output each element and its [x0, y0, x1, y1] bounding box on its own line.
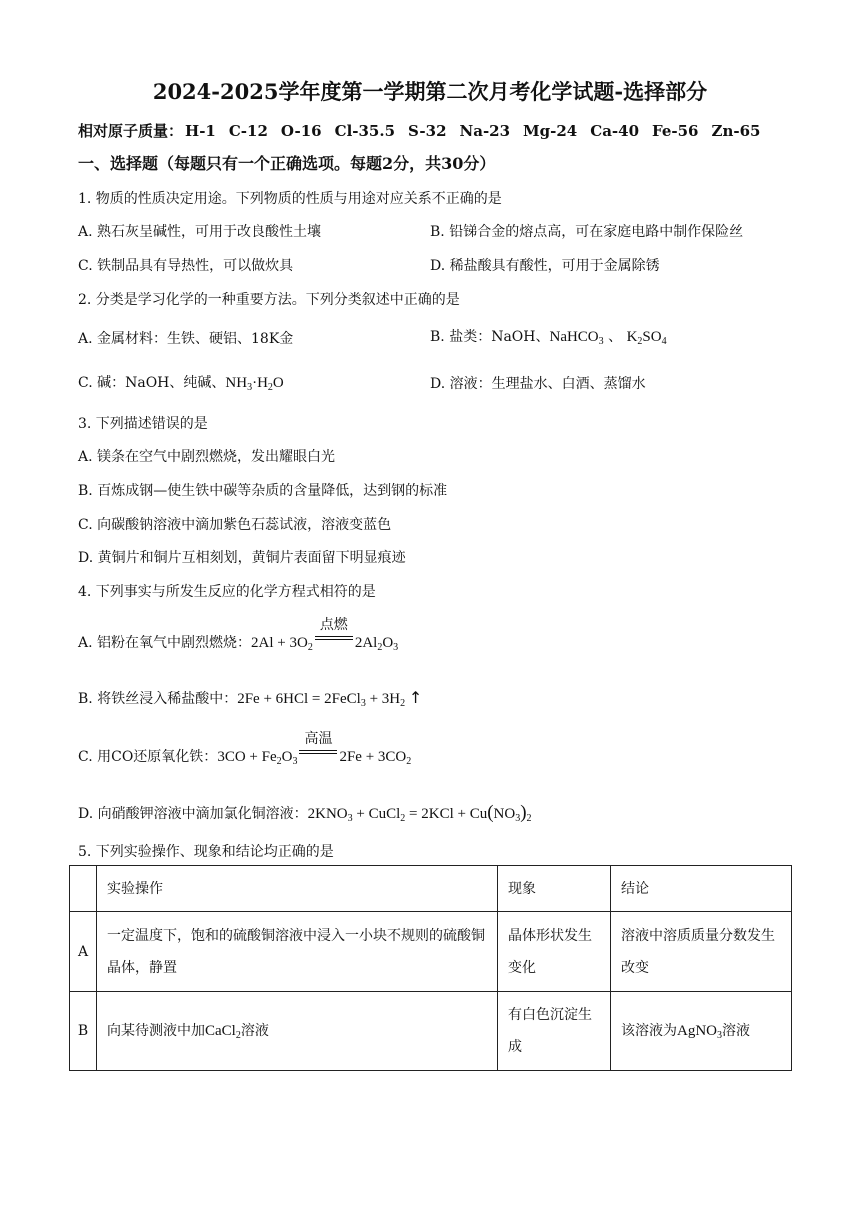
- table-cell-phenomenon: 有白色沉淀生成: [498, 992, 611, 1071]
- q3-option-a: A. 镁条在空气中剧烈燃烧，发出耀眼白光: [78, 449, 336, 465]
- atomic-mass-item: Zn-65: [711, 122, 761, 140]
- q4-option-b: [78, 688, 422, 708]
- q1-option-d: D. 稀盐酸具有酸性，可用于金属除锈: [430, 258, 660, 274]
- table-header-cell: [70, 866, 97, 912]
- experiment-table: [69, 865, 792, 1071]
- equation-b: 2Fe + 6HCl = 2FeCl$_3$ + $3H_2$ ↑: [237, 688, 423, 709]
- q4-option-c-label: C. 用CO还原氧化铁：: [78, 749, 218, 765]
- q2-option-c-label: C. 碱：NaOH、纯碱、: [78, 375, 226, 391]
- table-cell-operation: 一定温度下，饱和的硫酸铜溶液中浸入一小块不规则的硫酸铜晶体，静置: [97, 912, 498, 992]
- atomic-mass-item: Mg-24: [523, 122, 578, 140]
- formula-agno3: AgNO$_3$: [677, 1023, 722, 1041]
- q2-stem: 2. 分类是学习化学的一种重要方法。下列分类叙述中正确的是: [78, 292, 460, 308]
- table-row-label: A: [70, 912, 97, 992]
- reaction-condition-c: 高温: [299, 747, 337, 761]
- q2-option-a: A. 金属材料：生铁、硬铝、18K金: [78, 331, 294, 347]
- q4-stem: 4. 下列事实与所发生反应的化学方程式相符的是: [78, 584, 376, 600]
- equation-a: $2Al + 3O_2$ 点燃 $2Al_2O_3$: [251, 618, 399, 653]
- table-row-label: B: [70, 992, 97, 1071]
- equation-c: $3CO + Fe_2O_3$ 高温 $2Fe + 3CO_2$: [217, 732, 412, 767]
- table-header-cell: 实验操作: [97, 866, 498, 912]
- q3-option-b: B. 百炼成钢—使生铁中碳等杂质的含量降低，达到钢的标准: [78, 483, 448, 499]
- equation-d: $2KNO_3$ + CuCl$_2$ = $2KCl + Cu(NO_3)_2$: [307, 802, 532, 824]
- q4-option-b-label: B. 将铁丝浸入稀盐酸中：: [78, 691, 238, 707]
- table-row: [70, 912, 792, 992]
- section-title: 一、选择题（每题只有一个正确选项。每题2分，共30分）: [78, 154, 496, 173]
- q4-option-d: [78, 802, 532, 824]
- table-header-cell: 现象: [498, 866, 611, 912]
- q4-option-a: [78, 618, 399, 653]
- formula-nh3-h2o: $NH_3\cdot H_2O$: [225, 375, 284, 393]
- table-cell-phenomenon: 晶体形状发生变化: [498, 912, 611, 992]
- q1-option-a: A. 熟石灰呈碱性，可用于改良酸性土壤: [78, 224, 322, 240]
- q5-stem: 5. 下列实验操作、现象和结论均正确的是: [78, 844, 334, 860]
- formula-cacl2: CaCl$_2$: [205, 1023, 241, 1041]
- formula-nahco3: NaHCO$_3$: [549, 329, 604, 347]
- q2-option-d: D. 溶液：生理盐水、白酒、蒸馏水: [430, 376, 646, 392]
- table-cell-operation: 向某待测液中加CaCl$_2$溶液: [97, 992, 498, 1071]
- atomic-mass-item: O-16: [280, 122, 322, 140]
- table-header-cell: 结论: [611, 866, 792, 912]
- q2-option-b: B. 盐类：NaOH、NaHCO$_3$ 、 $K_2SO_4$: [430, 329, 667, 347]
- table-header-row: [70, 866, 792, 912]
- atomic-masses-label: 相对原子质量：: [78, 122, 184, 140]
- reaction-condition-a: 点燃: [315, 633, 353, 647]
- page-title: 2024-2025学年度第一学期第二次月考化学试题-选择部分: [152, 79, 708, 104]
- q3-option-c: C. 向碳酸钠溶液中滴加紫色石蕊试液，溶液变蓝色: [78, 517, 392, 533]
- q4-option-d-label: D. 向硝酸钾溶液中滴加氯化铜溶液：: [78, 806, 308, 822]
- q2-option-c: [78, 372, 284, 392]
- q3-option-d: D. 黄铜片和铜片互相刻划，黄铜片表面留下明显痕迹: [78, 550, 406, 566]
- atomic-mass-item: H-1: [185, 122, 216, 140]
- table-cell-conclusion: 溶液中溶质质量分数发生改变: [611, 912, 792, 992]
- table-row: [70, 992, 792, 1071]
- atomic-mass-item: Cl-35.5: [334, 122, 396, 140]
- table-cell-conclusion: 该溶液为AgNO$_3$溶液: [611, 992, 792, 1071]
- q1-option-c: C. 铁制品具有导热性，可以做炊具: [78, 258, 294, 274]
- atomic-mass-item: S-32: [408, 122, 447, 140]
- q4-option-a-label: A. 铝粉在氧气中剧烈燃烧：: [78, 635, 252, 651]
- q2-option-b-label: B. 盐类：NaOH、: [430, 329, 550, 345]
- atomic-mass-item: Fe-56: [652, 122, 699, 140]
- atomic-mass-item: Ca-40: [590, 122, 640, 140]
- formula-k2so4: $K_2SO_4$: [626, 329, 667, 347]
- atomic-mass-item: C-12: [228, 122, 268, 140]
- atomic-masses: [78, 120, 773, 141]
- q1-stem: 1. 物质的性质决定用途。下列物质的性质与用途对应关系不正确的是: [78, 191, 502, 207]
- atomic-mass-item: Na-23: [459, 122, 511, 140]
- q3-stem: 3. 下列描述错误的是: [78, 416, 208, 432]
- q1-option-b: B. 铅锑合金的熔点高，可在家庭电路中制作保险丝: [430, 224, 744, 240]
- q4-option-c: [78, 732, 412, 767]
